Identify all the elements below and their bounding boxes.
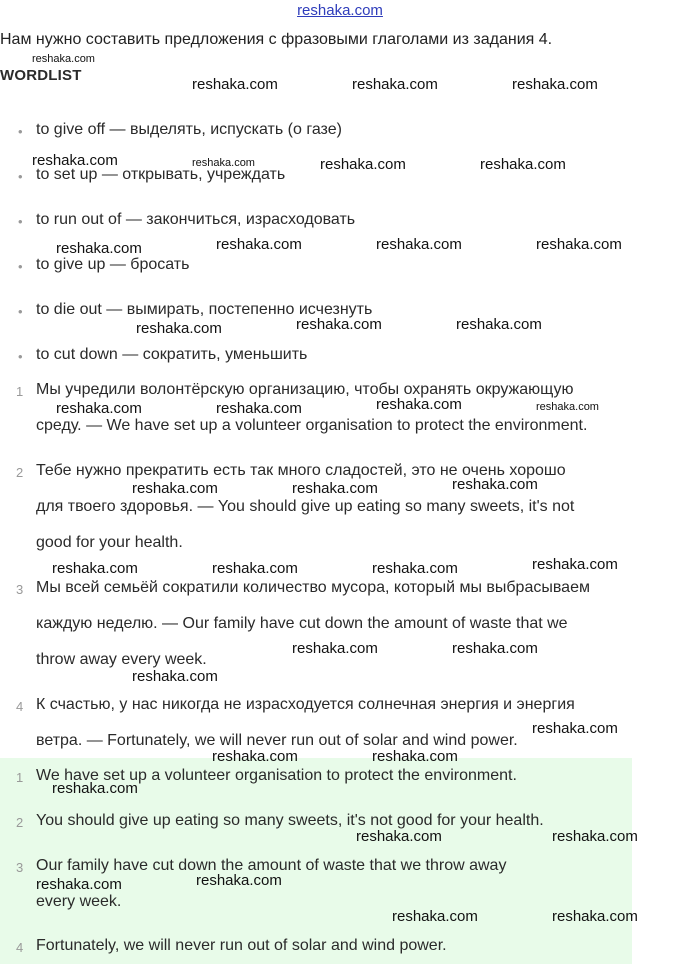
exercise-line: good for your health. xyxy=(36,534,183,551)
exercise-number: 3 xyxy=(16,582,24,597)
watermark: reshaka.com xyxy=(52,780,138,797)
watermark: reshaka.com xyxy=(532,720,618,737)
watermark: reshaka.com xyxy=(52,560,138,577)
watermark: reshaka.com xyxy=(552,828,638,845)
watermark: reshaka.com xyxy=(452,640,538,657)
watermark: reshaka.com xyxy=(512,76,598,93)
answer-line: every week. xyxy=(36,893,122,910)
exercise-line: для твоего здоровья. — You should give up eating so many sweets, it's not xyxy=(36,498,575,515)
watermark: reshaka.com xyxy=(56,240,142,257)
exercise-line: Мы учредили волонтёрскую организацию, чтобы охранять окружающую xyxy=(36,381,574,398)
answer-line: We have set up a volunteer organisation to protect the environment. xyxy=(36,767,517,784)
watermark: reshaka.com xyxy=(212,560,298,577)
watermark: reshaka.com xyxy=(292,640,378,657)
site-header-link[interactable]: reshaka.com xyxy=(297,2,383,19)
answer-number: 4 xyxy=(16,940,24,955)
list-bullet: • xyxy=(18,349,23,364)
watermark: reshaka.com xyxy=(536,401,599,413)
watermark: reshaka.com xyxy=(372,748,458,765)
watermark: reshaka.com xyxy=(376,396,462,413)
exercise-number: 4 xyxy=(16,699,24,714)
watermark: reshaka.com xyxy=(532,556,618,573)
wordlist-item: to cut down — сократить, уменьшить xyxy=(36,346,308,363)
watermark: reshaka.com xyxy=(456,316,542,333)
exercise-number: 1 xyxy=(16,384,24,399)
watermark: reshaka.com xyxy=(292,480,378,497)
watermark: reshaka.com xyxy=(32,152,118,169)
watermark: reshaka.com xyxy=(392,908,478,925)
watermark: reshaka.com xyxy=(32,53,95,65)
exercise-line: Тебе нужно прекратить есть так много сладостей, это не очень хорошо xyxy=(36,462,566,479)
answer-number: 2 xyxy=(16,815,24,830)
watermark: reshaka.com xyxy=(296,316,382,333)
exercise-line: каждую неделю. — Our family have cut down the amount of waste that we xyxy=(36,615,568,632)
watermark: reshaka.com xyxy=(36,876,122,893)
watermark: reshaka.com xyxy=(132,480,218,497)
list-bullet: • xyxy=(18,304,23,319)
exercise-line: среду. — We have set up a volunteer organisation to protect the environment. xyxy=(36,417,588,434)
watermark: reshaka.com xyxy=(56,400,142,417)
exercise-line: Мы всей семьёй сократили количество мусора, который мы выбрасываем xyxy=(36,579,590,596)
wordlist-item: to give up — бросать xyxy=(36,256,190,273)
wordlist-item: to set up — открывать, учреждать xyxy=(36,166,286,183)
watermark: reshaka.com xyxy=(356,828,442,845)
list-bullet: • xyxy=(18,214,23,229)
intro-text: Нам нужно составить предложения с фразовыми глаголами из задания 4. xyxy=(0,31,553,48)
watermark: reshaka.com xyxy=(216,400,302,417)
wordlist-title: WORDLIST xyxy=(0,67,82,84)
watermark: reshaka.com xyxy=(132,668,218,685)
watermark: reshaka.com xyxy=(216,236,302,253)
exercise-line: К счастью, у нас никогда не израсходуется солнечная энергия и энергия xyxy=(36,696,575,713)
wordlist-item: to give off — выделять, испускать (о газе) xyxy=(36,121,342,138)
exercise-line: throw away every week. xyxy=(36,651,207,668)
wordlist-item: to run out of — закончиться, израсходовать xyxy=(36,211,356,228)
answer-line: You should give up eating so many sweets, it's not good for your health. xyxy=(36,812,544,829)
watermark: reshaka.com xyxy=(192,157,255,169)
list-bullet: • xyxy=(18,259,23,274)
watermark: reshaka.com xyxy=(212,748,298,765)
watermark: reshaka.com xyxy=(452,476,538,493)
list-bullet: • xyxy=(18,124,23,139)
answer-number: 3 xyxy=(16,860,24,875)
watermark: reshaka.com xyxy=(480,156,566,173)
exercise-line: ветра. — Fortunately, we will never run out of solar and wind power. xyxy=(36,732,518,749)
wordlist-item: to die out — вымирать, постепенно исчезнуть xyxy=(36,301,373,318)
answer-number: 1 xyxy=(16,770,24,785)
answer-line: Fortunately, we will never run out of solar and wind power. xyxy=(36,937,447,954)
watermark: reshaka.com xyxy=(136,320,222,337)
watermark: reshaka.com xyxy=(372,560,458,577)
list-bullet: • xyxy=(18,169,23,184)
watermark: reshaka.com xyxy=(376,236,462,253)
watermark: reshaka.com xyxy=(536,236,622,253)
watermark: reshaka.com xyxy=(192,76,278,93)
watermark: reshaka.com xyxy=(320,156,406,173)
watermark: reshaka.com xyxy=(352,76,438,93)
answer-line: Our family have cut down the amount of waste that we throw away xyxy=(36,857,507,874)
exercise-number: 2 xyxy=(16,465,24,480)
watermark: reshaka.com xyxy=(552,908,638,925)
watermark: reshaka.com xyxy=(196,872,282,889)
